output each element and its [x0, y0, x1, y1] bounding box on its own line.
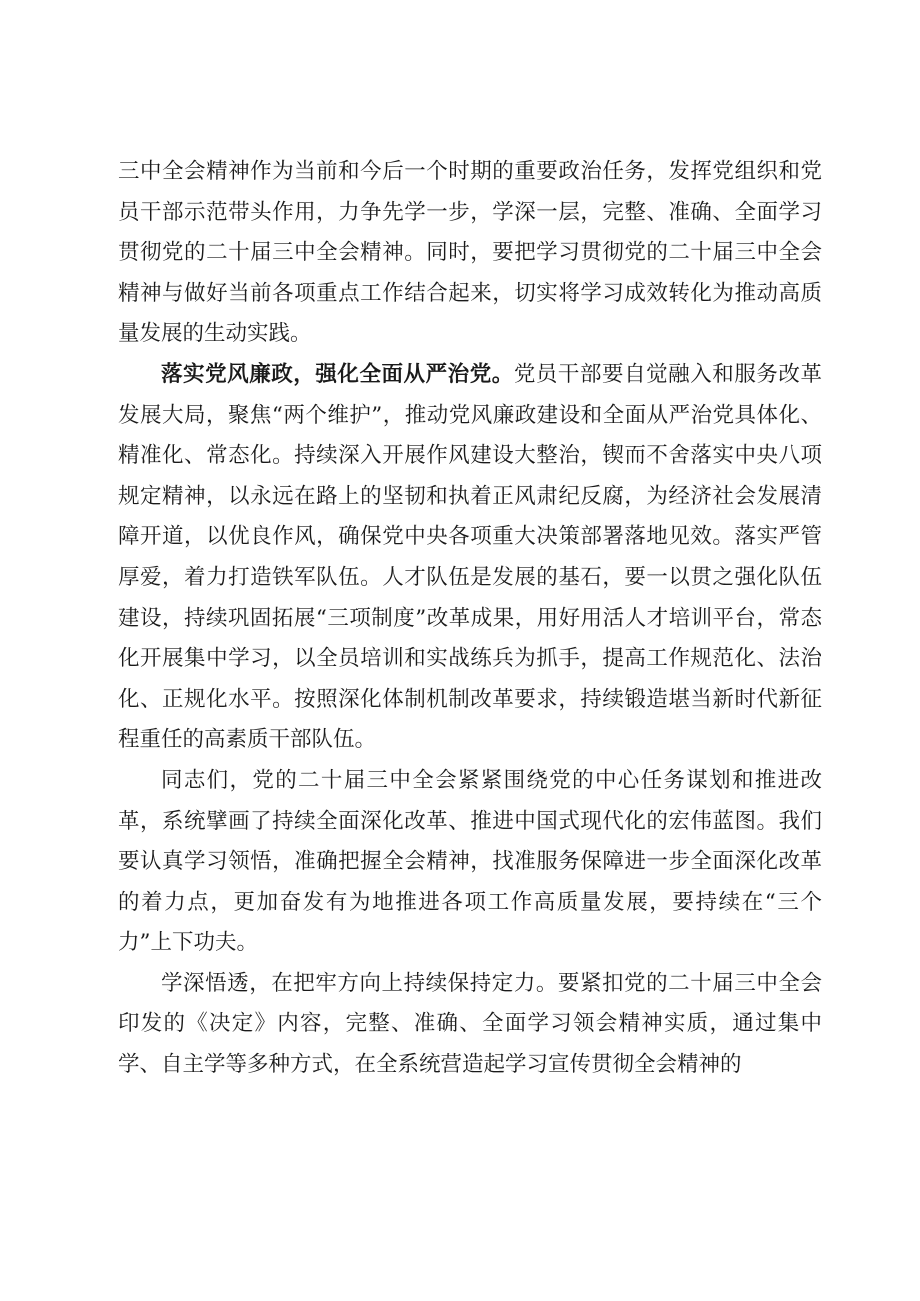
- paragraph-text: 学深悟透，在把牢方向上持续保持定力。要紧扣党的二十届三中全会印发的《决定》内容，完整、准确、全面学习领会精神实质，通过集中学、自主学等多种方式，在全系统营造起学习宣传贯彻全会精神的: [118, 970, 822, 1078]
- paragraph-text: 三中全会精神作为当前和今后一个时期的重要政治任务，发挥党组织和党员干部示范带头作用，力争先学一步，学深一层，完整、准确、全面学习贯彻党的二十届三中全会精神。同时，要把学习贯彻党的二十届三中全会精神与做好当前各项重点工作结合起来，切实将学习成效转化为推动高质量发展的生动实践。: [118, 159, 822, 347]
- paragraph-text: 党员干部要自觉融入和服务改革发展大局，聚焦“两个维护”，推动党风廉政建设和全面从严治党具体化、精准化、常态化。持续深入开展作风建设大整治，锲而不舍落实中央八项规定精神，以永远在路上的坚韧和执着正风肃纪反腐，为经济社会发展清障开道，以优良作风，确保党中央各项重大决策部署落地见效。落实严管厚爱，着力打造铁军队伍。人才队伍是发展的基石，要一以贯之强化队伍建设，持续巩固拓展“三项制度”改革成果，用好用活人才培训平台，常态化开展集中学习，以全员培训和实战练兵为抓手，提高工作规范化、法治化、正规化水平。按照深化体制机制改革要求，持续锻造堪当新时代新征程重任的高素质干部队伍。: [118, 361, 822, 753]
- paragraph-comrades: [118, 761, 822, 964]
- paragraph-lead-heading: 落实党风廉政，强化全面从严治党。: [161, 361, 514, 387]
- paragraph-study-deeply: [118, 964, 822, 1086]
- paragraph-text: 同志们，党的二十届三中全会紧紧围绕党的中心任务谋划和推进改革，系统擘画了持续全面深化改革、推进中国式现代化的宏伟蓝图。我们要认真学习领悟，准确把握全会精神，找准服务保障进一步全面深化改革的着力点，更加奋发有为地推进各项工作高质量发展，要持续在“三个力”上下功夫。: [118, 767, 822, 956]
- paragraph-party-conduct: [118, 355, 822, 761]
- paragraph-continued: [118, 152, 822, 355]
- document-body: [118, 152, 822, 1086]
